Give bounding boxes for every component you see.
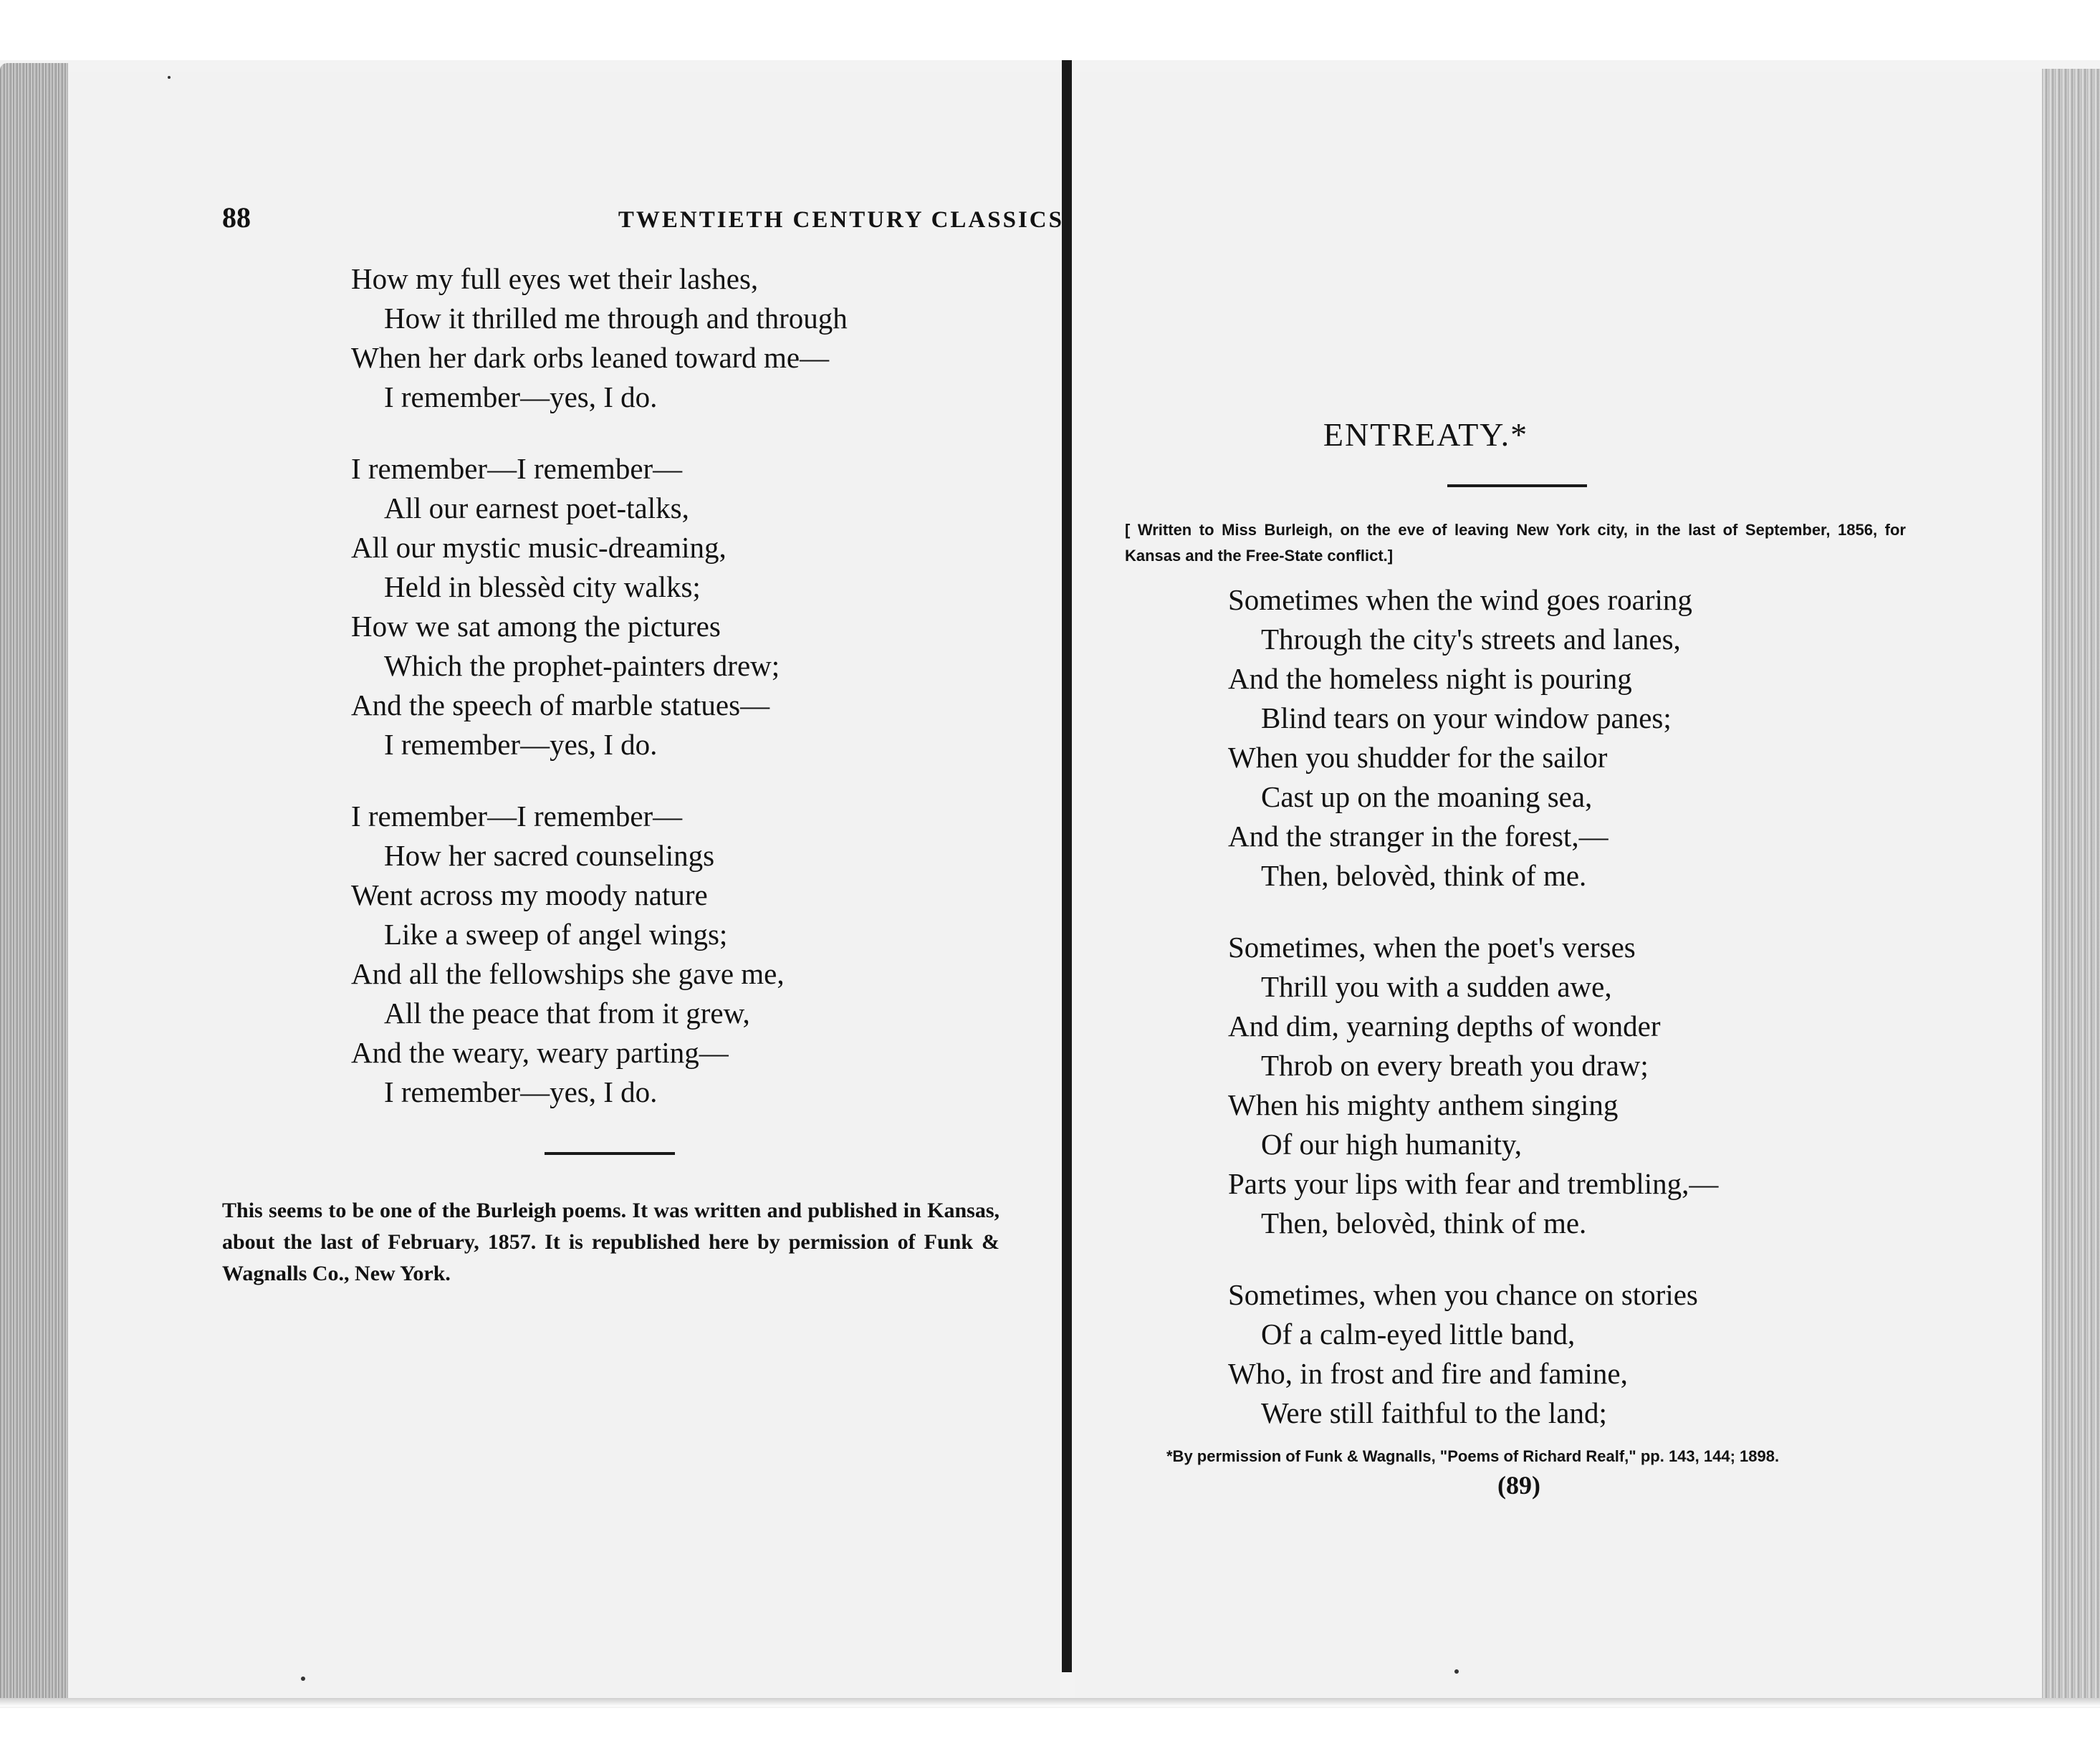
poem-line: Of our high humanity,: [1261, 1128, 1523, 1161]
poem-left: [351, 259, 848, 1144]
poem-line: I remember—yes, I do.: [384, 1075, 658, 1108]
poem-right: [1228, 580, 1718, 1465]
poem-line: Of a calm-eyed little band,: [1261, 1318, 1576, 1351]
book-shadow: [0, 1698, 2100, 1707]
paper-speck: [301, 1677, 305, 1681]
poem-line: All our earnest poet-talks,: [384, 491, 689, 524]
stanza: [351, 449, 848, 764]
poem-line: All the peace that from it grew,: [384, 997, 750, 1030]
poem-line: And dim, yearning depths of wonder: [1228, 1009, 1661, 1042]
poem-line: And the weary, weary parting—: [351, 1036, 729, 1069]
poem-line: Held in blessèd city walks;: [384, 570, 701, 603]
page-number-right: (89): [1497, 1471, 1540, 1500]
title-rule: [1447, 484, 1587, 487]
page-number-left: 88: [222, 201, 251, 234]
stanza: [1228, 580, 1718, 896]
poem-line: All our mystic music-dreaming,: [351, 531, 727, 564]
poem-line: Through the city's streets and lanes,: [1261, 623, 1681, 656]
poem-line: Went across my moody nature: [351, 878, 708, 911]
paper-speck: [168, 76, 171, 79]
poem-line: Thrill you with a sudden awe,: [1261, 970, 1612, 1003]
poem-line: Throb on every breath you draw;: [1261, 1049, 1649, 1082]
poem-line: How it thrilled me through and through: [384, 302, 848, 335]
poem-line: Sometimes, when the poet's verses: [1228, 931, 1636, 964]
poem-line: When you shudder for the sailor: [1228, 741, 1608, 774]
book-gutter: [1062, 60, 1072, 1672]
poem-line: I remember—I remember—: [351, 800, 683, 833]
right-page-edges: [2042, 69, 2100, 1702]
poem-line: Parts your lips with fear and trembling,—: [1228, 1167, 1719, 1200]
poem-line: Like a sweep of angel wings;: [384, 918, 728, 951]
left-page-edges: [0, 63, 68, 1704]
poem-line: I remember—yes, I do.: [384, 728, 658, 761]
poem-line: Blind tears on your window panes;: [1261, 701, 1672, 734]
stanza: [1228, 1275, 1718, 1433]
stanza: [1228, 928, 1718, 1243]
poem-line: And the speech of marble statues—: [351, 689, 770, 721]
poem-line: Who, in frost and fire and famine,: [1228, 1357, 1628, 1390]
paper-speck: [1454, 1669, 1459, 1674]
running-head-title: TWENTIETH CENTURY CLASSICS: [618, 207, 1064, 233]
poem-line: And the stranger in the forest,—: [1228, 820, 1608, 853]
section-rule-left: [545, 1152, 675, 1155]
poem-line: When his mighty anthem singing: [1228, 1088, 1619, 1121]
poem-line: And the homeless night is pouring: [1228, 662, 1632, 695]
poem-line: I remember—yes, I do.: [384, 380, 658, 413]
poem-line: Then, belovèd, think of me.: [1261, 859, 1587, 892]
footnote-right: *By permission of Funk & Wagnalls, "Poems of Richard Realf," pp. 143, 144; 1898.: [1166, 1447, 1780, 1465]
poem-line: Which the prophet-painters drew;: [384, 649, 780, 682]
poem-line: When her dark orbs leaned toward me—: [351, 341, 830, 374]
footnote-left: This seems to be one of the Burleigh poems. It was written and published in Kansas, about the last of February, 1857. It is republished here by permission of Funk & Wagnalls Co., New York.: [222, 1199, 999, 1285]
poem-line: How we sat among the pictures: [351, 610, 721, 643]
poem-line: How her sacred counselings: [384, 839, 715, 872]
poem-line: Sometimes, when you chance on stories: [1228, 1278, 1698, 1311]
poem-line: Then, belovèd, think of me.: [1261, 1207, 1587, 1239]
stanza: [351, 797, 848, 1112]
poem-line: How my full eyes wet their lashes,: [351, 262, 759, 295]
poem-line: Were still faithful to the land;: [1261, 1396, 1607, 1429]
poem-line: I remember—I remember—: [351, 452, 683, 485]
running-head: [222, 201, 1064, 234]
poem-line: Sometimes when the wind goes roaring: [1228, 583, 1692, 616]
headnote: [ Written to Miss Burleigh, on the eve of leaving New York city, in the last of September, 1856, for Kansas and the Free-State conflict.]: [1125, 521, 1906, 565]
poem-title: ENTREATY.*: [1323, 416, 1529, 453]
poem-line: Cast up on the moaning sea,: [1261, 780, 1593, 813]
poem-line: And all the fellowships she gave me,: [351, 957, 785, 990]
stanza: [351, 259, 848, 417]
